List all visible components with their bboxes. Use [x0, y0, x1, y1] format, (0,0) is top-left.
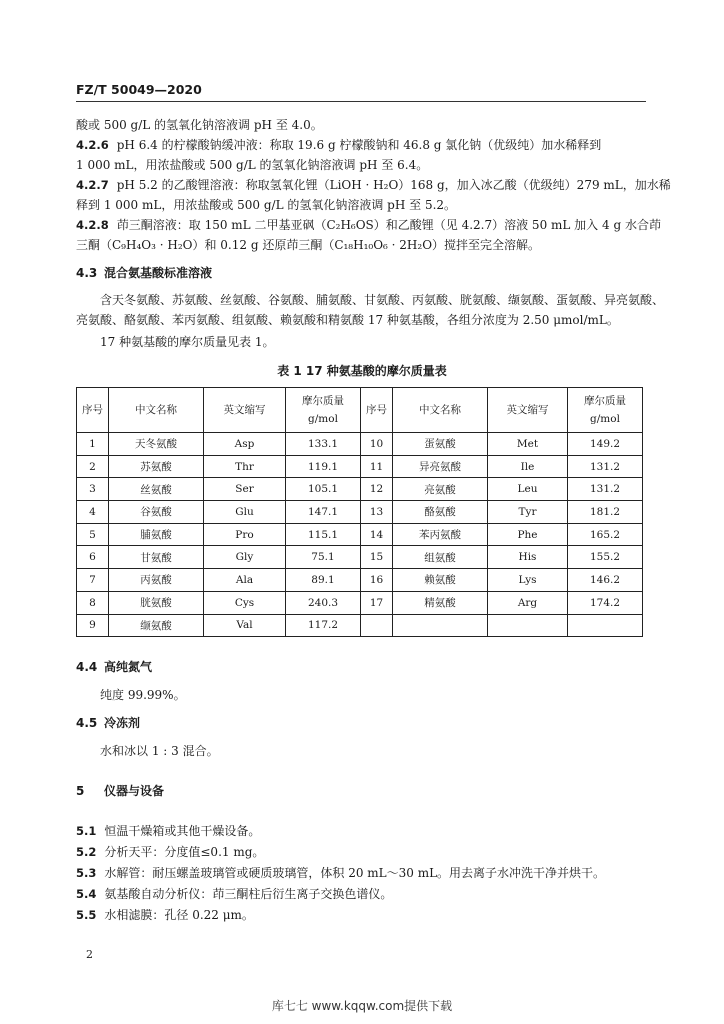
table-cell: 6 — [77, 546, 109, 569]
page-number: 2 — [86, 948, 93, 961]
table-cell: 天冬氨酸 — [109, 433, 204, 456]
section-4-3-body-line1: 含天冬氨酸、苏氨酸、丝氨酸、谷氨酸、脯氨酸、甘氨酸、丙氨酸、胱氨酸、缬氨酸、蛋氨酸、异亮氨酸、 — [100, 293, 665, 307]
clause-4-2-6-line2: 1 000 mL，用浓盐酸或 500 g/L 的氢氧化钠溶液调 pH 至 6.4。 — [76, 158, 429, 172]
clause-number: 4.2.8 — [76, 218, 109, 232]
table-cell: 亮氨酸 — [393, 478, 488, 501]
clause-4-2-7-line2: 释到 1 000 mL，用浓盐酸或 500 g/L 的氢氧化钠溶液调 pH 至 5.2。 — [76, 198, 457, 212]
table-cell: 147.1 — [286, 501, 361, 524]
table-cell: 丝氨酸 — [109, 478, 204, 501]
clause-4-2-6 — [76, 137, 601, 153]
table-cell: 5 — [77, 523, 109, 546]
equipment-item — [76, 865, 605, 881]
clause-4-2-7 — [76, 177, 671, 193]
table-cell: 149.2 — [568, 433, 643, 456]
table-cell: 14 — [361, 523, 393, 546]
table-row — [77, 591, 643, 614]
table-cell: 115.1 — [286, 523, 361, 546]
table-cell: 胱氨酸 — [109, 591, 204, 614]
table-cell — [488, 614, 568, 637]
table-cell — [361, 614, 393, 637]
table-row — [77, 614, 643, 637]
table-cell: 15 — [361, 546, 393, 569]
table-header-cell: 摩尔质量 g/mol — [568, 388, 643, 433]
section-4-3-heading — [76, 264, 212, 281]
table-cell: Gly — [204, 546, 286, 569]
table-cell: 11 — [361, 455, 393, 478]
table-header-cell: 英文缩写 — [488, 388, 568, 433]
table-cell: 105.1 — [286, 478, 361, 501]
table-cell: 165.2 — [568, 523, 643, 546]
clause-text: 茚三酮溶液：取 150 mL 二甲基亚砜（C₂H₆OS）和乙酸锂（见 4.2.7）溶液 50 mL 加入 4 g 水合茚 — [116, 218, 661, 232]
table-cell: 133.1 — [286, 433, 361, 456]
section-number: 4.4 — [76, 660, 98, 674]
table-cell: 谷氨酸 — [109, 501, 204, 524]
table-header-cell: 序号 — [361, 388, 393, 433]
table-cell: 8 — [77, 591, 109, 614]
table-row — [77, 546, 643, 569]
table-body — [77, 433, 643, 637]
section-number: 4.3 — [76, 266, 98, 280]
table-row — [77, 478, 643, 501]
table-cell: 75.1 — [286, 546, 361, 569]
section-4-4-body: 纯度 99.99%。 — [100, 688, 186, 702]
item-number: 5.5 — [76, 908, 97, 922]
clause-text: pH 5.2 的乙酸锂溶液：称取氢氧化锂（LiOH · H₂O）168 g，加入冰乙酸（优级纯）279 mL，加水稀 — [116, 178, 671, 192]
table-cell: 甘氨酸 — [109, 546, 204, 569]
table-cell: 苏氨酸 — [109, 455, 204, 478]
table-caption: 表 1 17 种氨基酸的摩尔质量表 — [277, 364, 447, 378]
table-cell: Glu — [204, 501, 286, 524]
table-cell: 181.2 — [568, 501, 643, 524]
item-number: 5.4 — [76, 887, 97, 901]
section-title: 混合氨基酸标准溶液 — [104, 266, 213, 280]
table-cell: Leu — [488, 478, 568, 501]
table-cell: Ser — [204, 478, 286, 501]
item-text: 恒温干燥箱或其他干燥设备。 — [104, 824, 261, 838]
table-cell: 89.1 — [286, 569, 361, 592]
table-header-cell: 中文名称 — [109, 388, 204, 433]
table-cell: 1 — [77, 433, 109, 456]
paragraph-continuation: 酸或 500 g/L 的氢氧化钠溶液调 pH 至 4.0。 — [76, 118, 323, 132]
table-cell: 240.3 — [286, 591, 361, 614]
equipment-item — [76, 823, 260, 839]
table-cell: Asp — [204, 433, 286, 456]
table-header-cell: 序号 — [77, 388, 109, 433]
equipment-item — [76, 907, 254, 923]
table-cell: 丙氨酸 — [109, 569, 204, 592]
table-cell: 组氨酸 — [393, 546, 488, 569]
table-row — [77, 523, 643, 546]
table-header-cell: 摩尔质量 g/mol — [286, 388, 361, 433]
section-4-5-heading — [76, 714, 140, 731]
table-cell: 缬氨酸 — [109, 614, 204, 637]
table-cell: 10 — [361, 433, 393, 456]
footer-watermark: 库七七 www.kqqw.com提供下载 — [271, 999, 453, 1013]
table-cell: Thr — [204, 455, 286, 478]
item-number: 5.2 — [76, 845, 97, 859]
table-cell: 9 — [77, 614, 109, 637]
table-cell: 146.2 — [568, 569, 643, 592]
table-cell: 4 — [77, 501, 109, 524]
table-cell: 2 — [77, 455, 109, 478]
table-cell: 精氨酸 — [393, 591, 488, 614]
table-header-cell: 英文缩写 — [204, 388, 286, 433]
table-row — [77, 433, 643, 456]
table-cell: 3 — [77, 478, 109, 501]
table-cell: 131.2 — [568, 478, 643, 501]
table-cell: Pro — [204, 523, 286, 546]
item-text: 氨基酸自动分析仪：茚三酮柱后衍生离子交换色谱仪。 — [104, 887, 393, 901]
section-4-3-body-line3: 17 种氨基酸的摩尔质量见表 1。 — [100, 335, 275, 349]
table-row — [77, 455, 643, 478]
amino-acid-table — [76, 387, 643, 637]
table-row — [77, 569, 643, 592]
table-cell — [393, 614, 488, 637]
equipment-item — [76, 844, 264, 860]
section-5-heading — [76, 782, 164, 799]
table-cell: Cys — [204, 591, 286, 614]
table-cell: 16 — [361, 569, 393, 592]
table-cell: 赖氨酸 — [393, 569, 488, 592]
section-title: 仪器与设备 — [104, 784, 165, 798]
item-text: 分析天平：分度值≤0.1 mg。 — [104, 845, 265, 859]
table-cell: 蛋氨酸 — [393, 433, 488, 456]
table-cell: Arg — [488, 591, 568, 614]
table-cell: 13 — [361, 501, 393, 524]
clause-4-2-8 — [76, 217, 661, 233]
equipment-item — [76, 886, 392, 902]
header-rule — [76, 101, 646, 102]
table-cell: 苯丙氨酸 — [393, 523, 488, 546]
table-cell: Phe — [488, 523, 568, 546]
section-title: 高纯氮气 — [104, 660, 153, 674]
table-cell: Ala — [204, 569, 286, 592]
table-header-cell: 中文名称 — [393, 388, 488, 433]
clause-text: pH 6.4 的柠檬酸钠缓冲液：称取 19.6 g 柠檬酸钠和 46.8 g 氯化钠（优级纯）加水稀释到 — [116, 138, 602, 152]
table-cell: Met — [488, 433, 568, 456]
section-title: 冷冻剂 — [104, 716, 141, 730]
table-cell: Ile — [488, 455, 568, 478]
item-text: 水相滤膜：孔径 0.22 μm。 — [104, 908, 254, 922]
section-4-3-body-line2: 亮氨酸、酪氨酸、苯丙氨酸、组氨酸、赖氨酸和精氨酸 17 种氨基酸，各组分浓度为 2.50 μmol/mL。 — [76, 313, 619, 327]
table-cell: 117.2 — [286, 614, 361, 637]
table-header-row — [77, 388, 643, 433]
table-cell: Tyr — [488, 501, 568, 524]
section-4-4-heading — [76, 658, 152, 675]
table-cell: Lys — [488, 569, 568, 592]
clause-4-2-8-line2: 三酮（C₉H₄O₃ · H₂O）和 0.12 g 还原茚三酮（C₁₈H₁₀O₆ · 2H₂O）搅拌至完全溶解。 — [76, 238, 541, 252]
table-cell: 119.1 — [286, 455, 361, 478]
table-cell: 7 — [77, 569, 109, 592]
table-cell: 174.2 — [568, 591, 643, 614]
table-row — [77, 501, 643, 524]
table-cell: 155.2 — [568, 546, 643, 569]
table-cell — [568, 614, 643, 637]
table-cell: 脯氨酸 — [109, 523, 204, 546]
table-cell: Val — [204, 614, 286, 637]
table-cell: 131.2 — [568, 455, 643, 478]
item-number: 5.3 — [76, 866, 97, 880]
table-cell: 异亮氨酸 — [393, 455, 488, 478]
table-cell: 酪氨酸 — [393, 501, 488, 524]
table-cell: 17 — [361, 591, 393, 614]
table-cell: His — [488, 546, 568, 569]
clause-number: 4.2.7 — [76, 178, 109, 192]
section-number: 4.5 — [76, 716, 98, 730]
item-number: 5.1 — [76, 824, 97, 838]
item-text: 水解管：耐压螺盖玻璃管或硬质玻璃管，体积 20 mL～30 mL。用去离子水冲洗干净并烘干。 — [104, 866, 606, 880]
section-number: 5 — [76, 784, 85, 798]
clause-number: 4.2.6 — [76, 138, 109, 152]
section-4-5-body: 水和冰以 1 : 3 混合。 — [100, 744, 219, 758]
table-cell: 12 — [361, 478, 393, 501]
document-id: FZ/T 50049—2020 — [76, 82, 202, 97]
